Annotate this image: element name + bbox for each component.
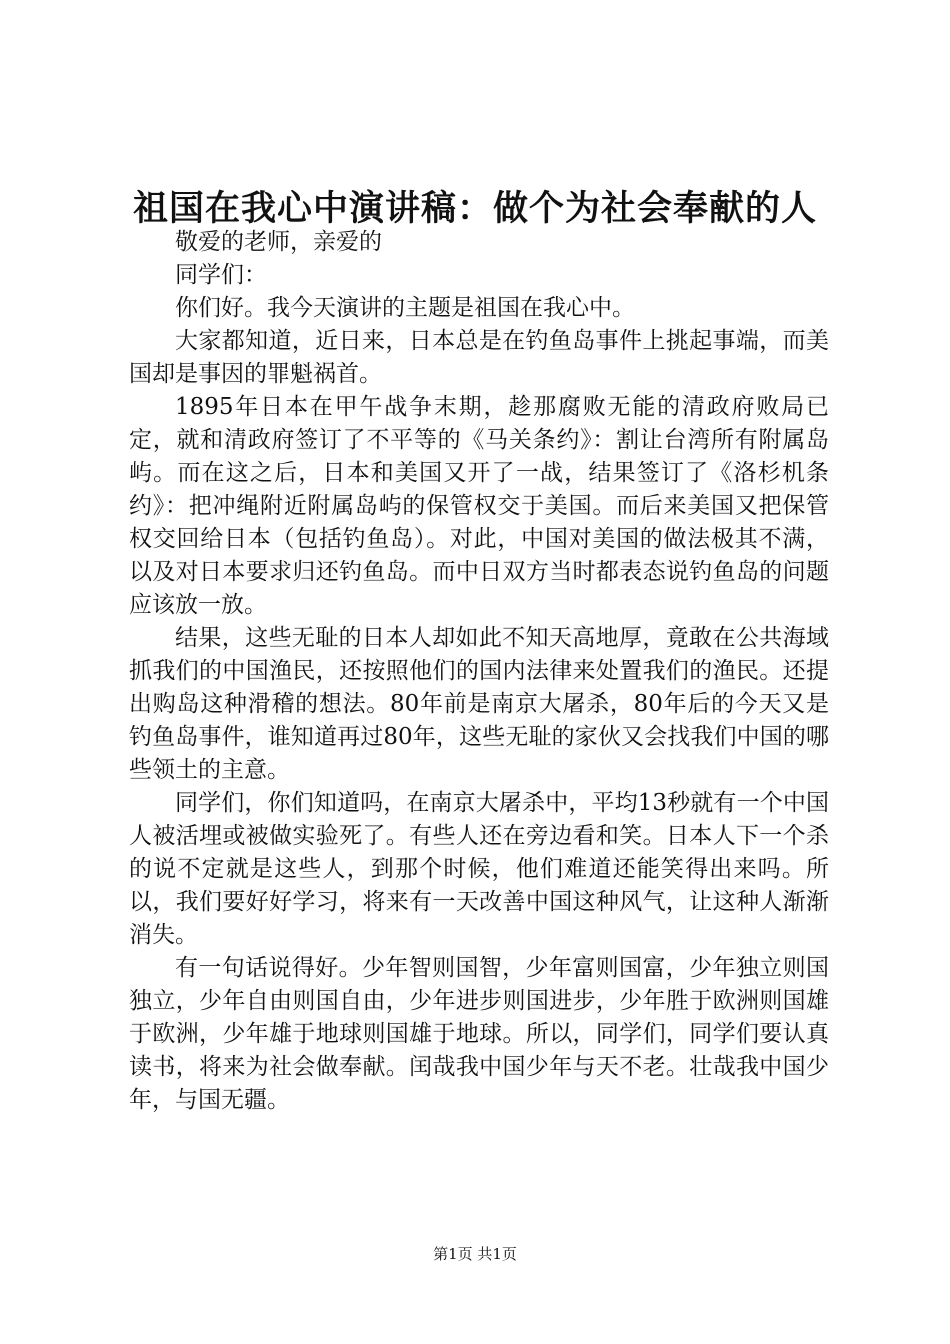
- page-number-footer: 第1页 共1页: [433, 1245, 517, 1263]
- body-paragraph: 你们好。我今天演讲的主题是祖国在我心中。: [175, 295, 635, 321]
- greeting-line: 敬爱的老师，亲爱的: [175, 229, 382, 255]
- body-paragraph: 同学们，你们知道吗，在南京大屠杀中，平均13秒就有一个中国人被活埋或被做实验死了。有些人还在旁边看和笑。日本人下一个杀的说不定就是这些人，到那个时候，他们难道还能笑得出来吗。所以，我们要好好学习，将来有一天改善中国这种风气，让这种人渐渐消失。: [129, 790, 829, 948]
- body-paragraph: 1895年日本在甲午战争末期，趁那腐败无能的清政府败局已定，就和清政府签订了不平等的《马关条约》：割让台湾所有附属岛屿。而在这之后，日本和美国又开了一战，结果签订了《洛杉机条约》：把冲绳附近附属岛屿的保管权交于美国。而后来美国又把保管权交回给日本（包括钓鱼岛）。对此，中国对美国的做法极其不满，以及对日本要求归还钓鱼岛。而中日双方当时都表态说钓鱼岛的问题应该放一放。: [129, 394, 829, 618]
- document-body: [129, 226, 829, 1117]
- body-paragraph: 有一句话说得好。少年智则国智，少年富则国富，少年独立则国独立，少年自由则国自由，少年进步则国进步，少年胜于欧洲则国雄于欧洲，少年雄于地球则国雄于地球。所以，同学们，同学们要认真读书，将来为社会做奉献。闰哉我中国少年与天不老。壮哉我中国少年，与国无疆。: [129, 955, 829, 1113]
- document-title: 祖国在我心中演讲稿：做个为社会奉献的人: [132, 188, 817, 229]
- body-paragraph: 结果，这些无耻的日本人却如此不知天高地厚，竟敢在公共海域抓我们的中国渔民，还按照他们的国内法律来处置我们的渔民。还提出购岛这种滑稽的想法。80年前是南京大屠杀，80年后的今天又是钓鱼岛事件，谁知道再过80年，这些无耻的家伙又会找我们中国的哪些领土的主意。: [129, 625, 829, 783]
- greeting-line: 同学们：: [175, 262, 267, 288]
- body-paragraph: 大家都知道，近日来，日本总是在钓鱼岛事件上挑起事端，而美国却是事因的罪魁祸首。: [129, 328, 829, 387]
